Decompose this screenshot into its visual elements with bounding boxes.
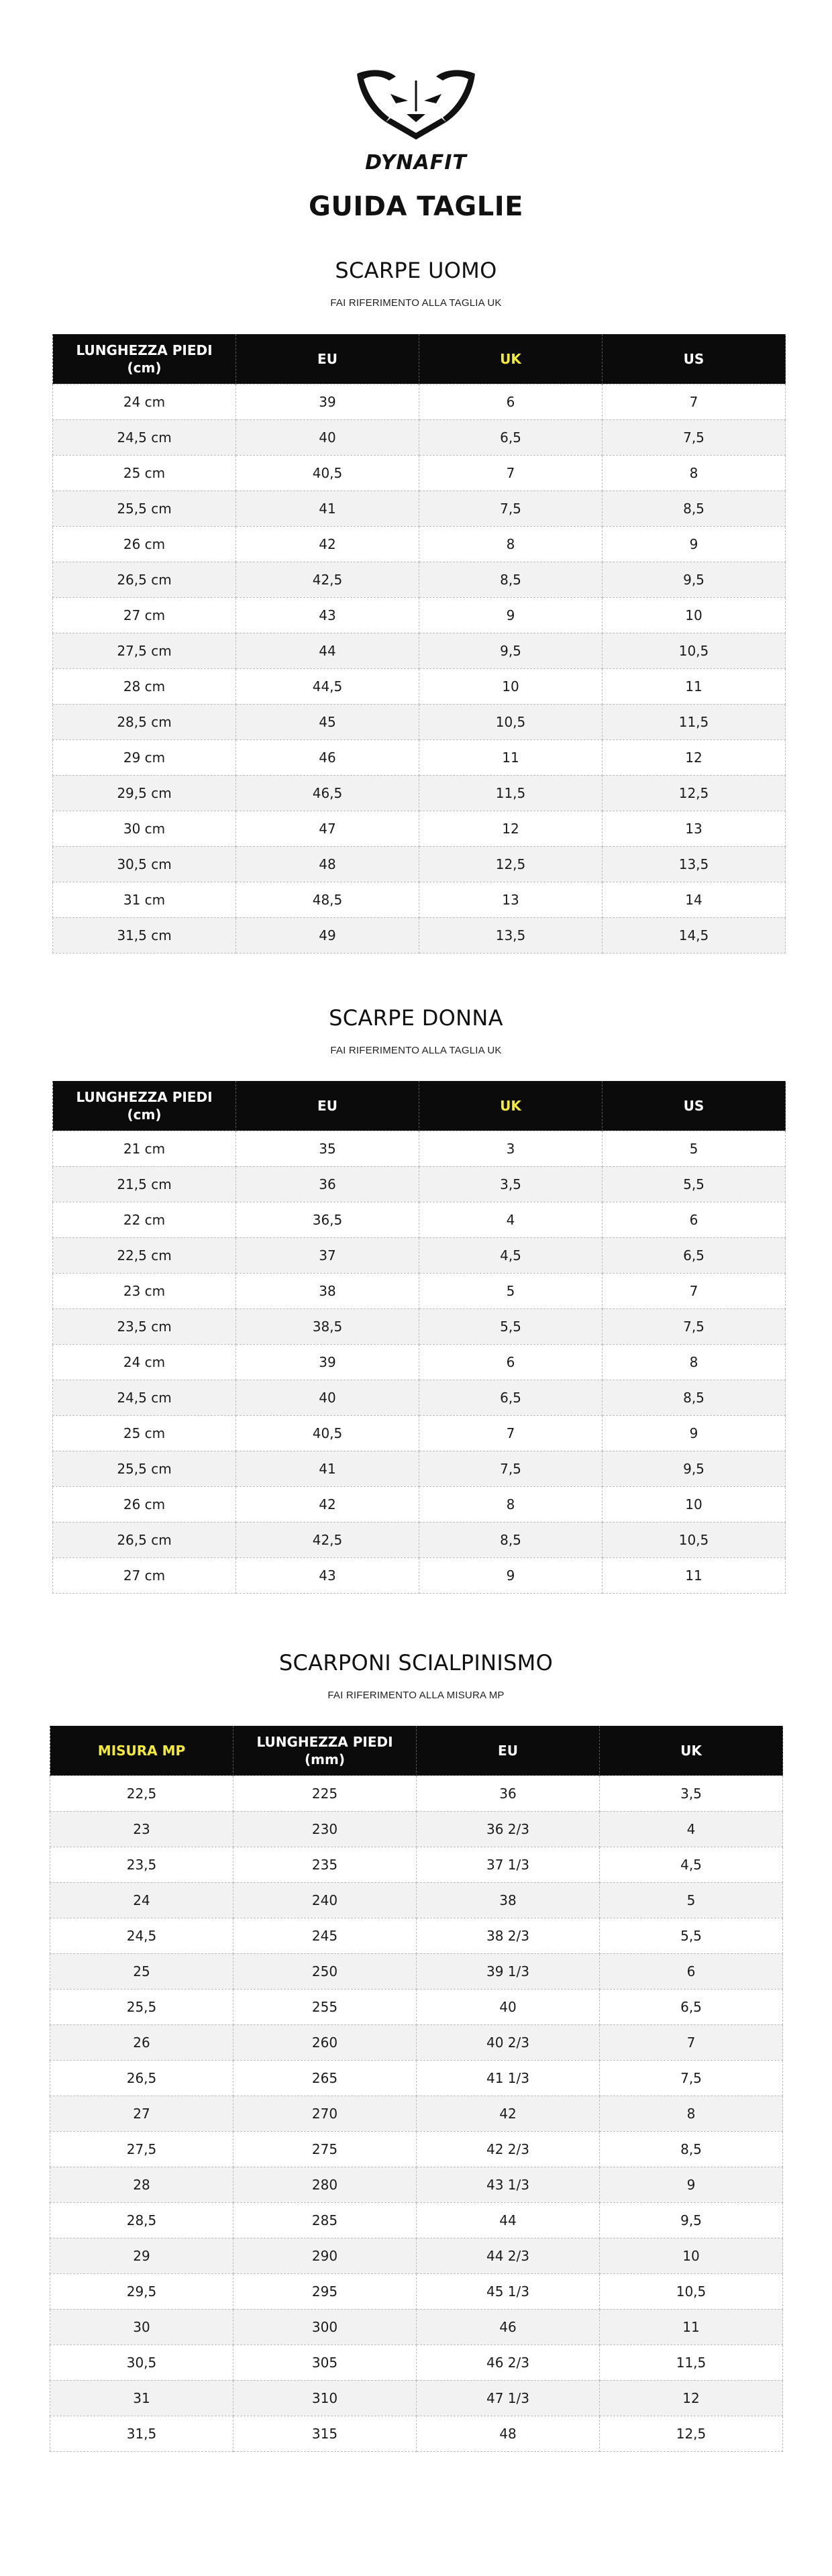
table-row	[50, 2024, 783, 2060]
table-row	[50, 1847, 783, 1882]
table-cell: 4,5	[419, 1237, 603, 1273]
table-cell: 36	[236, 1166, 419, 1202]
table-cell: 4	[600, 1811, 783, 1847]
table-cell: 275	[233, 2131, 417, 2167]
page-title: GUIDA TAGLIE	[309, 191, 523, 222]
table-row	[50, 2309, 783, 2345]
table-cell: 13,5	[603, 846, 786, 882]
table-row	[53, 1415, 786, 1451]
table-cell: 24,5 cm	[53, 1380, 236, 1415]
table-cell: 31,5 cm	[53, 917, 236, 953]
table-cell: 13	[603, 811, 786, 846]
table-cell: 7	[600, 2024, 783, 2060]
table-cell: 23 cm	[53, 1273, 236, 1308]
table-cell: 9	[603, 1415, 786, 1451]
table-row	[50, 1918, 783, 1953]
table-row	[53, 1237, 786, 1273]
table-row	[50, 1882, 783, 1918]
table-cell: 38	[236, 1273, 419, 1308]
table-row	[53, 597, 786, 633]
table-row	[53, 633, 786, 668]
section-title-ski-boots: SCARPONI SCIALPINISMO	[278, 1650, 554, 1676]
table-cell: 265	[233, 2060, 417, 2096]
table-cell: 48	[417, 2416, 600, 2451]
section-subtitle-men: FAI RIFERIMENTO ALLA TAGLIA UK	[330, 297, 502, 309]
table-cell: 25 cm	[53, 1415, 236, 1451]
table-cell: 43 1/3	[417, 2167, 600, 2202]
table-row	[53, 1344, 786, 1380]
table-cell: 24	[50, 1882, 233, 1918]
table-row	[50, 2416, 783, 2451]
table-cell: 46 2/3	[417, 2345, 600, 2380]
column-header: US	[603, 334, 786, 384]
table-cell: 29,5 cm	[53, 775, 236, 811]
table-row	[53, 1557, 786, 1593]
table-cell: 8,5	[419, 562, 603, 597]
table-cell: 7	[419, 1415, 603, 1451]
table-cell: 40 2/3	[417, 2024, 600, 2060]
table-cell: 25,5 cm	[53, 491, 236, 526]
table-cell: 39 1/3	[417, 1953, 600, 1989]
table-row	[53, 526, 786, 562]
table-cell: 36,5	[236, 1202, 419, 1237]
table-cell: 26	[50, 2024, 233, 2060]
table-cell: 28,5 cm	[53, 704, 236, 739]
snow-leopard-icon	[349, 67, 483, 141]
table-cell: 42 2/3	[417, 2131, 600, 2167]
table-row	[50, 2380, 783, 2416]
table-cell: 22,5 cm	[53, 1237, 236, 1273]
table-cell: 8	[603, 1344, 786, 1380]
table-cell: 21 cm	[53, 1131, 236, 1166]
table-cell: 255	[233, 1989, 417, 2024]
table-cell: 12	[603, 739, 786, 775]
table-cell: 45 1/3	[417, 2273, 600, 2309]
table-cell: 49	[236, 917, 419, 953]
table-cell: 4,5	[600, 1847, 783, 1882]
table-cell: 30 cm	[53, 811, 236, 846]
table-row	[53, 882, 786, 917]
table-cell: 46,5	[236, 775, 419, 811]
table-cell: 6,5	[603, 1237, 786, 1273]
table-cell: 28,5	[50, 2202, 233, 2238]
table-cell: 285	[233, 2202, 417, 2238]
table-cell: 27 cm	[53, 1557, 236, 1593]
section-subtitle-women: FAI RIFERIMENTO ALLA TAGLIA UK	[330, 1045, 502, 1056]
table-cell: 12,5	[419, 846, 603, 882]
table-cell: 10,5	[603, 633, 786, 668]
table-cell: 250	[233, 1953, 417, 1989]
table-cell: 24,5	[50, 1918, 233, 1953]
table-cell: 11	[603, 668, 786, 704]
table-cell: 25,5 cm	[53, 1451, 236, 1486]
table-cell: 3,5	[600, 1775, 783, 1811]
table-cell: 9	[419, 1557, 603, 1593]
table-cell: 8,5	[600, 2131, 783, 2167]
table-row	[53, 1451, 786, 1486]
table-cell: 38,5	[236, 1308, 419, 1344]
table-cell: 7,5	[419, 491, 603, 526]
column-header: LUNGHEZZA PIEDI (mm)	[233, 1726, 417, 1775]
table-row	[53, 384, 786, 419]
table-cell: 26,5 cm	[53, 562, 236, 597]
table-cell: 48	[236, 846, 419, 882]
table-cell: 9	[419, 597, 603, 633]
table-cell: 46	[236, 739, 419, 775]
table-cell: 25 cm	[53, 455, 236, 491]
section-subtitle-ski-boots: FAI RIFERIMENTO ALLA MISURA MP	[327, 1690, 505, 1701]
table-cell: 39	[236, 1344, 419, 1380]
table-cell: 9	[603, 526, 786, 562]
table-row	[53, 846, 786, 882]
table-cell: 6	[419, 384, 603, 419]
table-cell: 40	[236, 419, 419, 455]
brand-name: DYNAFIT	[365, 151, 467, 174]
table-cell: 8,5	[603, 1380, 786, 1415]
column-header: MISURA MP	[50, 1726, 233, 1775]
table-header-row	[53, 1081, 786, 1131]
table-cell: 4	[419, 1202, 603, 1237]
table-cell: 42	[236, 1486, 419, 1522]
table-cell: 260	[233, 2024, 417, 2060]
table-cell: 7	[419, 455, 603, 491]
table-cell: 5	[603, 1131, 786, 1166]
table-cell: 5,5	[600, 1918, 783, 1953]
table-cell: 7,5	[600, 2060, 783, 2096]
table-cell: 29 cm	[53, 739, 236, 775]
table-row	[53, 419, 786, 455]
table-cell: 12,5	[600, 2416, 783, 2451]
table-cell: 30,5	[50, 2345, 233, 2380]
table-cell: 6	[603, 1202, 786, 1237]
table-cell: 11,5	[600, 2345, 783, 2380]
column-header: UK	[600, 1726, 783, 1775]
table-cell: 9,5	[600, 2202, 783, 2238]
table-cell: 29	[50, 2238, 233, 2273]
table-cell: 9,5	[419, 633, 603, 668]
table-cell: 12	[600, 2380, 783, 2416]
table-row	[53, 704, 786, 739]
table-cell: 31 cm	[53, 882, 236, 917]
table-cell: 9	[600, 2167, 783, 2202]
table-cell: 40	[417, 1989, 600, 2024]
column-header: EU	[236, 1081, 419, 1131]
table-cell: 38 2/3	[417, 1918, 600, 1953]
table-cell: 27,5 cm	[53, 633, 236, 668]
table-cell: 10	[600, 2238, 783, 2273]
column-header: UK	[419, 334, 603, 384]
table-cell: 38	[417, 1882, 600, 1918]
table-cell: 9,5	[603, 562, 786, 597]
table-row	[53, 1166, 786, 1202]
table-cell: 31	[50, 2380, 233, 2416]
column-header: LUNGHEZZA PIEDI (cm)	[53, 1081, 236, 1131]
table-cell: 27 cm	[53, 597, 236, 633]
table-cell: 12,5	[603, 775, 786, 811]
table-cell: 42,5	[236, 1522, 419, 1557]
table-cell: 48,5	[236, 882, 419, 917]
table-cell: 25	[50, 1953, 233, 1989]
table-cell: 21,5 cm	[53, 1166, 236, 1202]
table-cell: 225	[233, 1775, 417, 1811]
table-header-row	[53, 334, 786, 384]
table-row	[53, 455, 786, 491]
table-cell: 26 cm	[53, 526, 236, 562]
table-cell: 40	[236, 1380, 419, 1415]
table-cell: 5,5	[603, 1166, 786, 1202]
table-row	[50, 2202, 783, 2238]
table-cell: 23,5	[50, 1847, 233, 1882]
table-cell: 40,5	[236, 455, 419, 491]
table-cell: 29,5	[50, 2273, 233, 2309]
table-cell: 36	[417, 1775, 600, 1811]
column-header: EU	[236, 334, 419, 384]
size-table-ski-boots	[50, 1726, 783, 2452]
table-row	[50, 2060, 783, 2096]
table-cell: 42	[417, 2096, 600, 2131]
table-cell: 27	[50, 2096, 233, 2131]
table-row	[53, 1486, 786, 1522]
table-cell: 13,5	[419, 917, 603, 953]
table-cell: 23	[50, 1811, 233, 1847]
table-cell: 10	[419, 668, 603, 704]
table-row	[53, 1380, 786, 1415]
table-cell: 8,5	[419, 1522, 603, 1557]
table-cell: 24 cm	[53, 1344, 236, 1380]
table-cell: 5	[419, 1273, 603, 1308]
table-cell: 280	[233, 2167, 417, 2202]
table-cell: 41	[236, 1451, 419, 1486]
table-row	[50, 2167, 783, 2202]
table-cell: 10	[603, 597, 786, 633]
column-header: US	[603, 1081, 786, 1131]
table-cell: 5	[600, 1882, 783, 1918]
table-cell: 11	[600, 2309, 783, 2345]
table-cell: 6	[419, 1344, 603, 1380]
table-row	[50, 2096, 783, 2131]
table-row	[53, 917, 786, 953]
table-cell: 8,5	[603, 491, 786, 526]
table-row	[53, 739, 786, 775]
table-row	[50, 2238, 783, 2273]
table-cell: 47	[236, 811, 419, 846]
column-header: LUNGHEZZA PIEDI (cm)	[53, 334, 236, 384]
table-row	[50, 1811, 783, 1847]
table-cell: 245	[233, 1918, 417, 1953]
table-header-row	[50, 1726, 783, 1775]
table-cell: 300	[233, 2309, 417, 2345]
table-cell: 11	[603, 1557, 786, 1593]
table-row	[53, 1273, 786, 1308]
table-cell: 42,5	[236, 562, 419, 597]
table-cell: 41	[236, 491, 419, 526]
table-cell: 3	[419, 1131, 603, 1166]
table-cell: 6	[600, 1953, 783, 1989]
table-cell: 11	[419, 739, 603, 775]
table-cell: 8	[603, 455, 786, 491]
table-cell: 3,5	[419, 1166, 603, 1202]
table-row	[50, 2273, 783, 2309]
table-cell: 25,5	[50, 1989, 233, 2024]
table-cell: 43	[236, 597, 419, 633]
size-table-women	[52, 1081, 786, 1594]
table-cell: 35	[236, 1131, 419, 1166]
table-row	[53, 1522, 786, 1557]
table-cell: 22,5	[50, 1775, 233, 1811]
table-cell: 10,5	[600, 2273, 783, 2309]
table-row	[50, 2345, 783, 2380]
table-cell: 310	[233, 2380, 417, 2416]
table-cell: 24 cm	[53, 384, 236, 419]
table-cell: 31,5	[50, 2416, 233, 2451]
table-cell: 46	[417, 2309, 600, 2345]
table-cell: 10	[603, 1486, 786, 1522]
table-cell: 8	[419, 526, 603, 562]
table-cell: 235	[233, 1847, 417, 1882]
table-row	[50, 1989, 783, 2024]
table-cell: 12	[419, 811, 603, 846]
table-cell: 6,5	[419, 419, 603, 455]
table-cell: 315	[233, 2416, 417, 2451]
table-cell: 36 2/3	[417, 1811, 600, 1847]
table-cell: 41 1/3	[417, 2060, 600, 2096]
table-cell: 6,5	[419, 1380, 603, 1415]
table-cell: 270	[233, 2096, 417, 2131]
table-cell: 30,5 cm	[53, 846, 236, 882]
table-cell: 295	[233, 2273, 417, 2309]
table-row	[53, 1131, 786, 1166]
section-title-men: SCARPE UOMO	[335, 258, 497, 283]
table-cell: 9,5	[603, 1451, 786, 1486]
table-cell: 11,5	[603, 704, 786, 739]
table-cell: 11,5	[419, 775, 603, 811]
table-cell: 28 cm	[53, 668, 236, 704]
table-cell: 42	[236, 526, 419, 562]
table-cell: 40,5	[236, 1415, 419, 1451]
table-cell: 37	[236, 1237, 419, 1273]
table-cell: 14,5	[603, 917, 786, 953]
table-cell: 6,5	[600, 1989, 783, 2024]
table-cell: 305	[233, 2345, 417, 2380]
table-cell: 47 1/3	[417, 2380, 600, 2416]
table-cell: 7	[603, 1273, 786, 1308]
table-cell: 240	[233, 1882, 417, 1918]
table-row	[53, 775, 786, 811]
table-cell: 13	[419, 882, 603, 917]
table-cell: 30	[50, 2309, 233, 2345]
table-cell: 8	[600, 2096, 783, 2131]
column-header: EU	[417, 1726, 600, 1775]
table-cell: 27,5	[50, 2131, 233, 2167]
table-cell: 10,5	[603, 1522, 786, 1557]
table-cell: 44	[236, 633, 419, 668]
table-cell: 5,5	[419, 1308, 603, 1344]
table-cell: 43	[236, 1557, 419, 1593]
table-cell: 8	[419, 1486, 603, 1522]
table-cell: 44,5	[236, 668, 419, 704]
table-cell: 10,5	[419, 704, 603, 739]
table-cell: 44 2/3	[417, 2238, 600, 2273]
table-cell: 44	[417, 2202, 600, 2238]
table-cell: 7,5	[419, 1451, 603, 1486]
table-cell: 7	[603, 384, 786, 419]
table-cell: 290	[233, 2238, 417, 2273]
size-table-men	[52, 334, 786, 954]
table-row	[50, 1953, 783, 1989]
section-title-women: SCARPE DONNA	[329, 1005, 503, 1031]
table-cell: 26,5 cm	[53, 1522, 236, 1557]
table-cell: 39	[236, 384, 419, 419]
table-row	[53, 668, 786, 704]
table-cell: 23,5 cm	[53, 1308, 236, 1344]
table-cell: 24,5 cm	[53, 419, 236, 455]
table-row	[53, 811, 786, 846]
table-row	[53, 1202, 786, 1237]
table-row	[53, 1308, 786, 1344]
table-cell: 45	[236, 704, 419, 739]
table-cell: 26,5	[50, 2060, 233, 2096]
table-cell: 28	[50, 2167, 233, 2202]
table-row	[53, 562, 786, 597]
table-cell: 7,5	[603, 419, 786, 455]
table-cell: 26 cm	[53, 1486, 236, 1522]
table-cell: 22 cm	[53, 1202, 236, 1237]
table-cell: 37 1/3	[417, 1847, 600, 1882]
table-row	[50, 1775, 783, 1811]
table-row	[50, 2131, 783, 2167]
table-cell: 230	[233, 1811, 417, 1847]
table-row	[53, 491, 786, 526]
column-header: UK	[419, 1081, 603, 1131]
table-cell: 7,5	[603, 1308, 786, 1344]
table-cell: 14	[603, 882, 786, 917]
